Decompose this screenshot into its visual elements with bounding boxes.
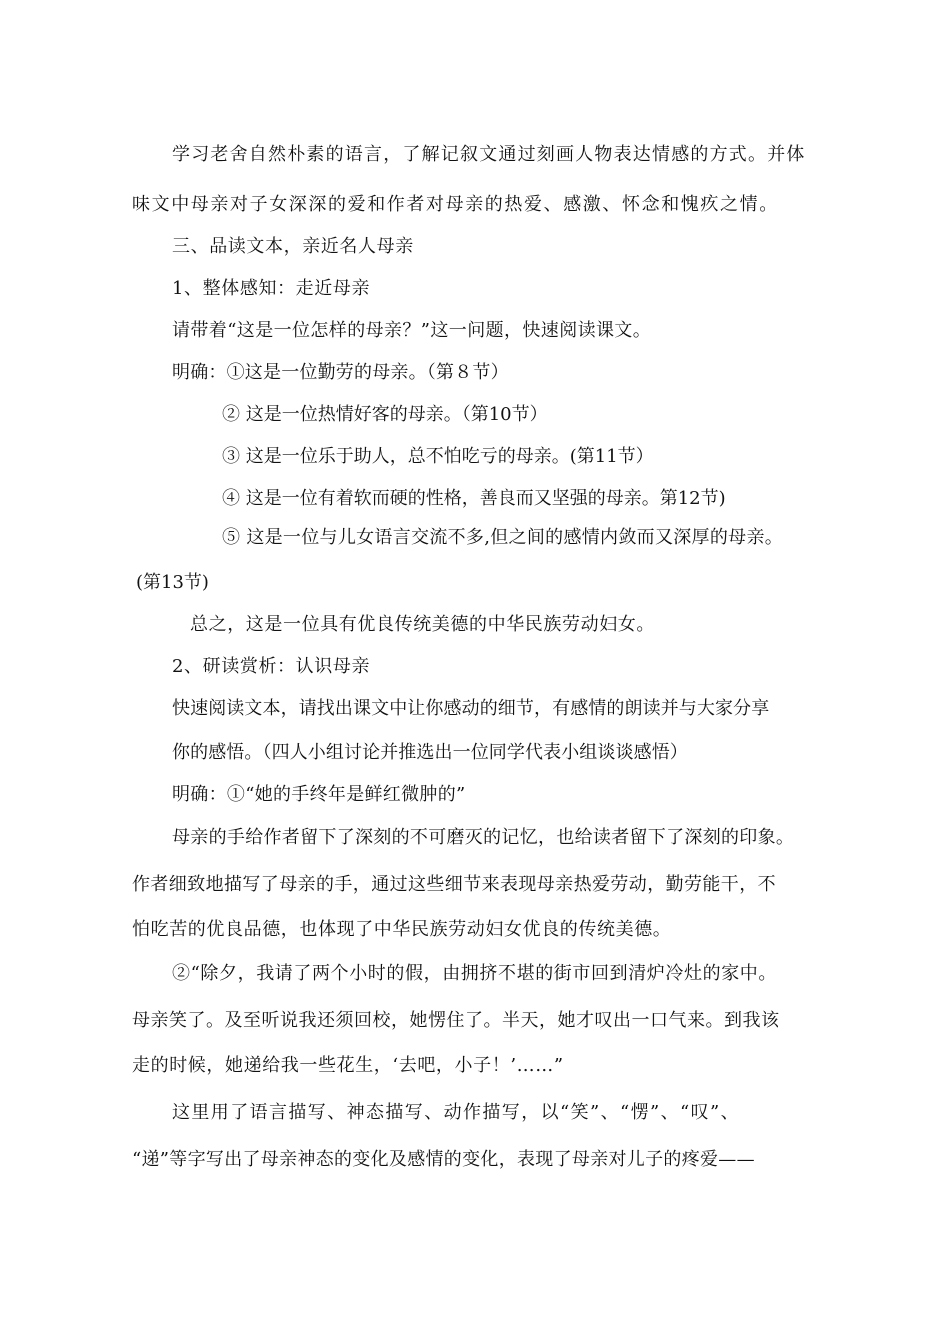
text-line: 怕吃苦的优良品德，也体现了中华民族劳动妇女优良的传统美德。 <box>132 919 672 940</box>
subsection-heading: 2、研读赏析：认识母亲 <box>172 656 371 677</box>
text-line: ②“除夕，我请了两个小时的假，由拥挤不堪的街市回到清炉冷灶的家中。 <box>172 963 777 984</box>
text-line: 学习老舍自然朴素的语言，了解记叙文通过刻画人物表达情感的方式。并体 <box>172 144 806 165</box>
text-line: 快速阅读文本，请找出课文中让你感动的细节，有感情的朗读并与大家分享 <box>172 698 770 719</box>
text-line: 母亲笑了。及至听说我还须回校，她愣住了。半天，她才叹出一口气来。到我该 <box>132 1010 780 1031</box>
text-line: 这里用了语言描写、神态描写、动作描写，以“笑”、“愣”、“叹”、 <box>172 1102 741 1123</box>
text-line: 母亲的手给作者留下了深刻的不可磨灭的记忆，也给读者留下了深刻的印象。 <box>172 827 795 848</box>
answer-line: 明确：①这是一位勤劳的母亲。（第８节） <box>172 362 509 383</box>
subsection-heading: 1、整体感知：走近母亲 <box>172 278 371 299</box>
text-line: (第13节) <box>136 572 209 593</box>
text-line: 走的时候，她递给我一些花生，‘去吧，小子！’……” <box>132 1055 564 1076</box>
answer-item: ④ 这是一位有着软而硬的性格，善良而又坚强的母亲。第12节) <box>222 488 726 509</box>
text-line: 请带着“这是一位怎样的母亲？”这一问题，快速阅读课文。 <box>172 320 652 341</box>
answer-item: ② 这是一位热情好客的母亲。（第10节） <box>222 404 548 425</box>
text-line: 总之，这是一位具有优良传统美德的中华民族劳动妇女。 <box>190 614 655 635</box>
answer-item: ⑤ 这是一位与儿女语言交流不多,但之间的感情内敛而又深厚的母亲。 <box>222 527 784 548</box>
text-line: “递”等字写出了母亲神态的变化及感情的变化，表现了母亲对儿子的疼爱—— <box>132 1149 755 1170</box>
text-line: 味文中母亲对子女深深的爱和作者对母亲的热爱、感激、怀念和愧疚之情。 <box>132 194 779 215</box>
text-line: 你的感悟。（四人小组讨论并推选出一位同学代表小组谈谈感悟） <box>172 742 688 763</box>
answer-item: ③ 这是一位乐于助人，总不怕吃亏的母亲。(第11节） <box>222 446 654 467</box>
section-heading: 三、品读文本，亲近名人母亲 <box>172 236 414 257</box>
answer-line: 明确：①“她的手终年是鲜红微肿的” <box>172 784 466 805</box>
text-line: 作者细致地描写了母亲的手，通过这些细节来表现母亲热爱劳动，勤劳能干，不 <box>132 874 776 895</box>
